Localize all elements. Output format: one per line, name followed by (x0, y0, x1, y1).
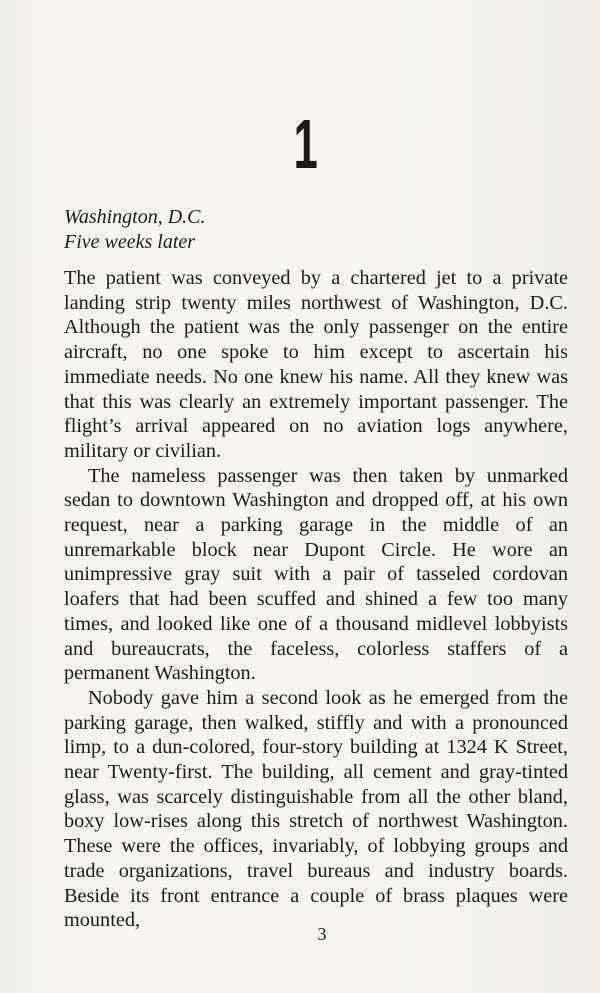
chapter-number: 1 (293, 105, 318, 183)
paragraph-3: Nobody gave him a second look as he emerged from the parking garage, then walked, stiffly and with a pronounced limp, to a dun-colored, four-story building at 1324 K Street, near Twenty-first. The building, all cement and gray-tinted glass, was scarcely distinguishable from all the other bland, boxy low-rises along this stretch of northwest Washington. These were the offices, invariably, of lobbying groups and trade organizations, travel bureaus and industry boards. Beside its front entrance a couple of brass plaques were mounted, (64, 686, 568, 932)
dateline (64, 205, 206, 255)
page-number: 3 (317, 924, 327, 944)
paragraph-1: The patient was conveyed by a chartered jet to a private landing strip twenty miles northwest of Washington, D.C. Although the patient was the only passenger on the entire aircraft, no one spoke to him except to ascertain his immediate needs. No one knew his name. All they knew was that this was clearly an extremely important passenger. The flight’s arrival appeared on no aviation logs anywhere, military or civilian. (64, 267, 568, 462)
paragraph-2: The nameless passenger was then taken by unmarked sedan to downtown Washington and dropped off, at his own request, near a parking garage in the middle of an unremarkable block near Dupont Circle. He wore an unimpressive gray suit with a pair of tasseled cordovan loafers that had been scuffed and shined a few too many times, and looked like one of a thousand midlevel lobbyists and bureaucrats, the faceless, colorless staffers of a permanent Washington. (64, 464, 568, 685)
dateline-time: Five weeks later (64, 231, 196, 253)
body-text (64, 266, 568, 933)
dateline-place: Washington, D.C. (64, 206, 206, 228)
